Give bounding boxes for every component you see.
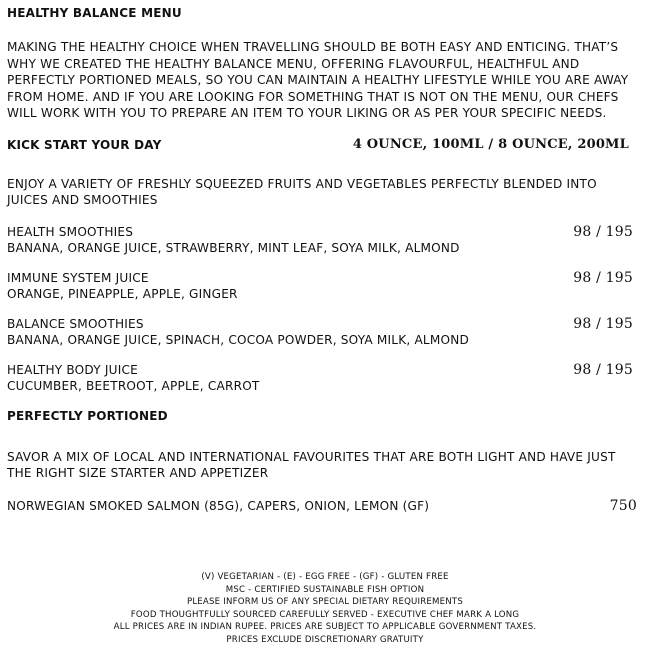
menu-footer (0, 571, 650, 647)
menu-item-smoked-salmon (7, 498, 637, 514)
menu-title: HEALTHY BALANCE MENU (7, 6, 182, 20)
menu-page (7, 5, 637, 514)
item-price: 750 (609, 497, 637, 514)
footer-chef-note: FOOD THOUGHTFULLY SOURCED CAREFULLY SERVED - EXECUTIVE CHEF MARK A LONG (130, 609, 520, 620)
kick-start-heading: KICK START YOUR DAY (7, 137, 162, 152)
item-price: 98 / 195 (573, 269, 633, 286)
item-ingredients: ORANGE, PINEAPPLE, APPLE, GINGER (7, 286, 238, 301)
footer-dietary-requirements: PLEASE INFORM US OF ANY SPECIAL DIETARY REQUIREMENTS (186, 597, 464, 608)
footer-dietary-legend: (V) VEGETARIAN - (E) - EGG FREE - (GF) - GLUTEN FREE (201, 572, 449, 582)
menu-item-healthy-body-juice (7, 362, 637, 394)
menu-item-balance-smoothies (7, 316, 637, 348)
kick-start-units: 4 OUNCE, 100ML / 8 OUNCE, 200ML (352, 136, 629, 152)
item-price: 98 / 195 (573, 223, 633, 240)
item-ingredients: CUCUMBER, BEETROOT, APPLE, CARROT (7, 378, 260, 393)
footer-msc-note: MSC - CERTIFIED SUSTAINABLE FISH OPTION (225, 584, 425, 595)
item-name: NORWEGIAN SMOKED SALMON (85G), CAPERS, ONION, LEMON (GF) (7, 498, 430, 513)
kick-start-header (7, 137, 637, 153)
item-price: 98 / 195 (573, 315, 633, 332)
footer-gratuity-note: PRICES EXCLUDE DISCRETIONARY GRATUITY (226, 634, 424, 645)
portioned-description: SAVOR A MIX OF LOCAL AND INTERNATIONAL FAVOURITES THAT ARE BOTH LIGHT AND HAVE JUST THE RIGHT SIZE STARTER AND APPETIZER (7, 449, 616, 480)
item-ingredients: BANANA, ORANGE JUICE, SPINACH, COCOA POWDER, SOYA MILK, ALMOND (7, 332, 469, 347)
kick-start-description: ENJOY A VARIETY OF FRESHLY SQUEEZED FRUITS AND VEGETABLES PERFECTLY BLENDED INTO JUICES AND SMOOTHIES (7, 176, 597, 207)
menu-item-immune-system-juice (7, 270, 637, 302)
menu-item-health-smoothies (7, 224, 637, 256)
intro-paragraph: MAKING THE HEALTHY CHOICE WHEN TRAVELLING SHOULD BE BOTH EASY AND ENTICING. THAT’S WHY WE CREATED THE HEALTHY BALANCE MENU, OFFERING FLAVOURFUL, HEALTHFUL AND PERFECTLY PORTIONED MEALS, SO YOU CAN MAINTAIN A HEALTHY LIFESTYLE WHILE YOU ARE AWAY FROM HOME. AND IF YOU ARE LOOKING FOR SOMETHING THAT IS NOT ON THE MENU, OUR CHEFS WILL WORK WITH YOU TO PREPARE AN ITEM TO YOUR LIKING OR AS PER YOUR SPECIFIC NEEDS. (7, 40, 629, 120)
item-ingredients: BANANA, ORANGE JUICE, STRAWBERRY, MINT LEAF, SOYA MILK, ALMOND (7, 240, 460, 255)
item-name: BALANCE SMOOTHIES (7, 316, 144, 331)
item-name: HEALTHY BODY JUICE (7, 362, 138, 377)
footer-prices-note: ALL PRICES ARE IN INDIAN RUPEE. PRICES ARE SUBJECT TO APPLICABLE GOVERNMENT TAXES. (113, 622, 537, 633)
item-name: IMMUNE SYSTEM JUICE (7, 270, 149, 285)
item-name: HEALTH SMOOTHIES (7, 224, 134, 239)
portioned-heading: PERFECTLY PORTIONED (7, 408, 168, 423)
item-price: 98 / 195 (573, 361, 633, 378)
portioned-header (7, 408, 637, 424)
